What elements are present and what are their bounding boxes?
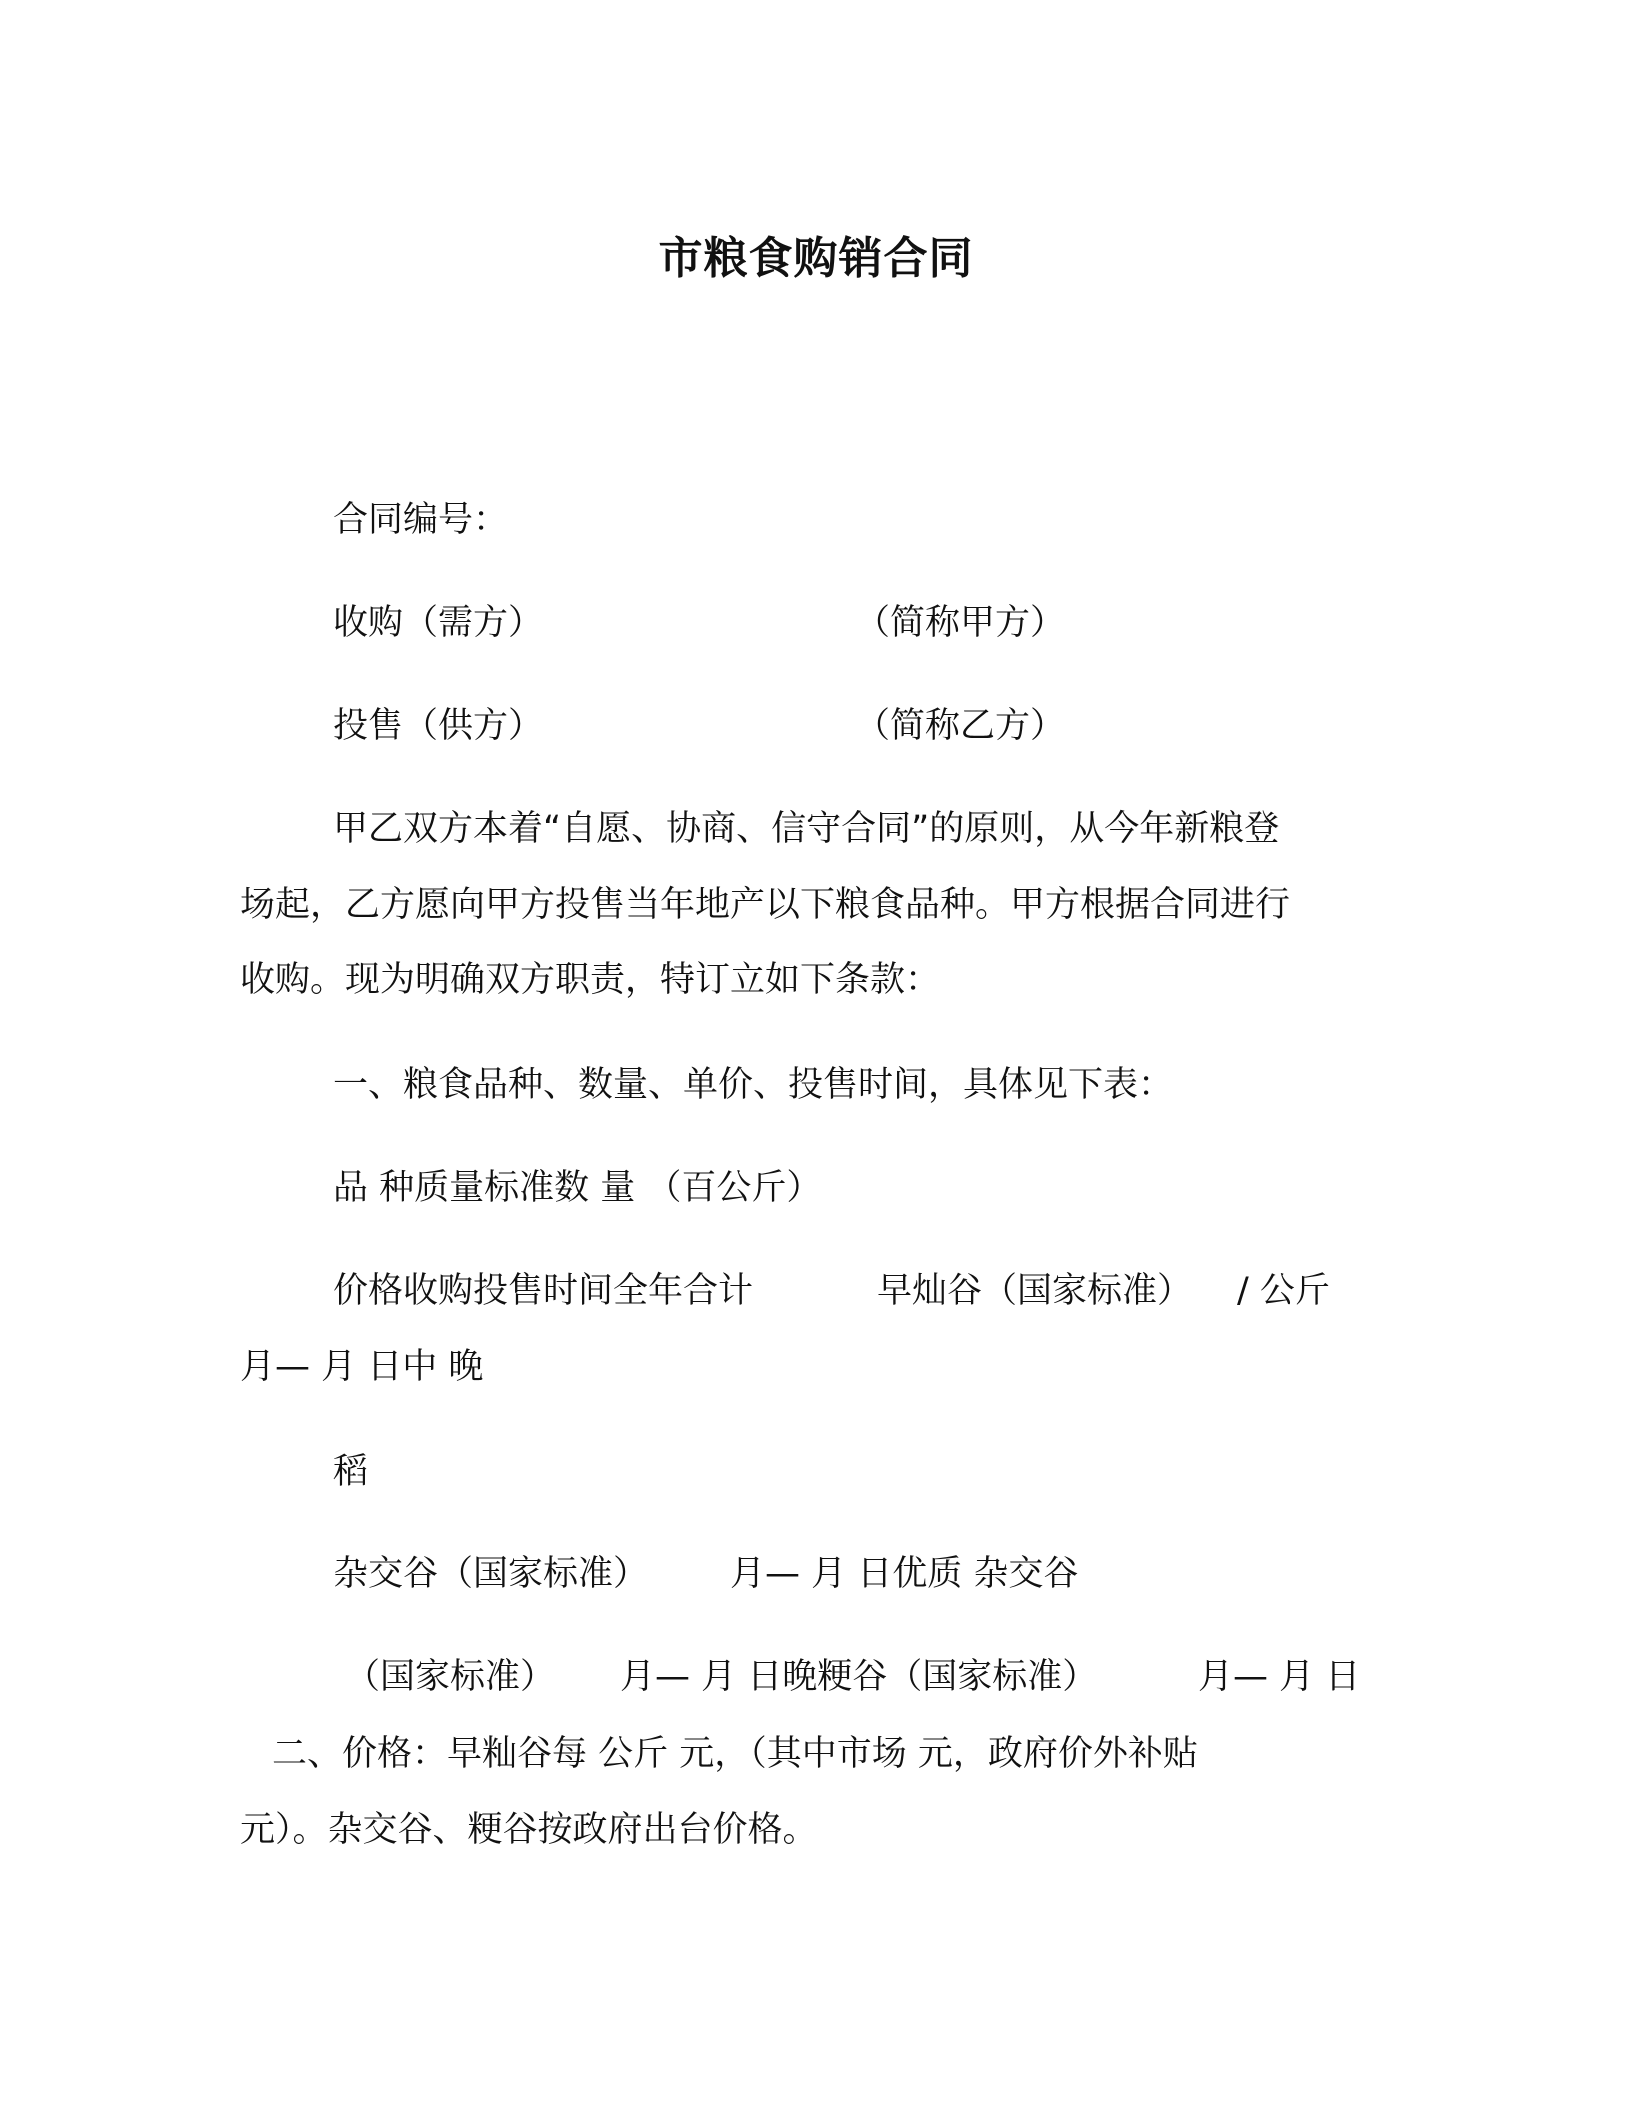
intro-paragraph-line-3: 收购。现为明确双方职责，特订立如下条款： [240, 960, 941, 1000]
seller-label: 投售（供方） [333, 706, 544, 746]
contract-number-label: 合同编号： [333, 500, 509, 540]
date-row-end: 月— 月 日 [1198, 1657, 1361, 1697]
quality-standard-label: （国家标准） [345, 1657, 556, 1697]
section-2-line-1: 二、价格：早籼谷每 公斤 元，（其中市场 元，政府价外补贴 [272, 1734, 1198, 1774]
per-kg-unit: / 公斤 [1237, 1271, 1330, 1311]
intro-paragraph-line-2: 场起，乙方愿向甲方投售当年地产以下粮食品种。甲方根据合同进行 [240, 885, 1291, 925]
date-row-late: 月— 月 日晚粳谷（国家标准） [620, 1657, 1098, 1697]
section-1-heading: 一、粮食品种、数量、单价、投售时间，具体见下表： [333, 1065, 1174, 1105]
document-title: 市粮食购销合同 [658, 233, 974, 284]
section-2-line-2: 元）。杂交谷、粳谷按政府出台价格。 [240, 1810, 818, 1850]
table-header-line-2: 价格收购投售时间全年合计 [333, 1271, 754, 1311]
buyer-short-name: （简称甲方） [855, 603, 1066, 643]
intro-paragraph-line-1: 甲乙双方本着“自愿、协商、信守合同”的原则，从今年新粮登 [333, 809, 1280, 849]
hybrid-rice-label: 杂交谷（国家标准） [333, 1554, 649, 1594]
rice-character: 稻 [333, 1452, 369, 1492]
date-row-mid: 月— 月 日优质 杂交谷 [730, 1554, 1079, 1594]
early-rice-label: 早灿谷（国家标准） [877, 1271, 1193, 1311]
date-row-1: 月— 月 日中 晚 [240, 1347, 484, 1387]
buyer-label: 收购（需方） [333, 603, 544, 643]
table-header-line-1: 品 种质量标准数 量 （百公斤） [333, 1168, 822, 1208]
seller-short-name: （简称乙方） [855, 706, 1066, 746]
